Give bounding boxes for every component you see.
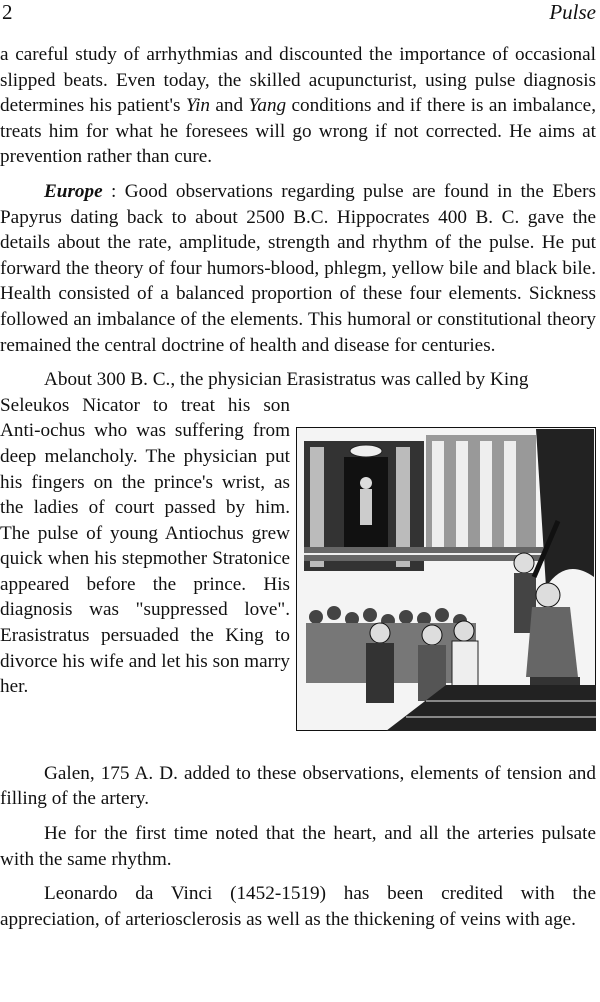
paragraph-heart-rhythm: He for the first time noted that the heart, and all the arteries pulsate with the same rhythm. <box>0 822 596 870</box>
yang-term: Yang <box>248 95 287 117</box>
page-header <box>0 0 600 26</box>
page-body <box>0 42 596 941</box>
illustration-court-scene <box>296 427 596 731</box>
running-title: Pulse <box>549 0 596 24</box>
wrapped-text-block <box>0 393 596 761</box>
yin-term: Yin <box>185 95 210 117</box>
paragraph-leonardo: Leonardo da Vinci (1452-1519) has been credited with the appreciation, of arteriosclerosis as well as the thickening of veins with age. <box>0 883 596 930</box>
europe-heading: Europe <box>44 180 103 202</box>
paragraph-erasistratus-intro: About 300 B. C., the physician Erasistratus was called by King <box>44 369 529 391</box>
paragraph-galen: Galen, 175 A. D. added to these observations, elements of tension and filling of the artery. <box>0 762 596 810</box>
paragraph-europe: Europe : Good observations regarding pulse are found in the Ebers Papyrus dating back to about 2500 B.C. Hippocrates 400 B. C. gave the details about the rate, amplitude, strength and rhythm of the pulse. He put forward the theory of four humors-blood, phlegm, yellow bile and black bile. Health consisted of a balanced proportion of these four elements. Sickness followed an imbalance of the elements. This humoral or constitutional theory remained the central doctrine of health and disease for centuries. <box>0 180 596 356</box>
paragraph-acupuncture: a careful study of arrhythmias and discounted the importance of occasional slipped beats. Even today, the skilled acupuncturist, using pulse diagnosis determines his patient's Yin and Yang conditions and if there is an imbalance, treats him for what he foresees will go wrong if not corrected. He aims at prevention rather than cure. <box>0 44 596 168</box>
paragraph-erasistratus: Seleukos Nicator to treat his son Anti-ochus who was suffering from deep melancholy. The physician put his fingers on the prince's wrist, as the ladies of court passed by him. The pulse of young Antiochus grew quick when his stepmother Stratonice appeared before the prince. His diagnosis was "suppressed love". Erasistratus persuaded the King to divorce his wife and let his son marry her. <box>0 394 290 698</box>
page-number: 2 <box>2 0 13 24</box>
